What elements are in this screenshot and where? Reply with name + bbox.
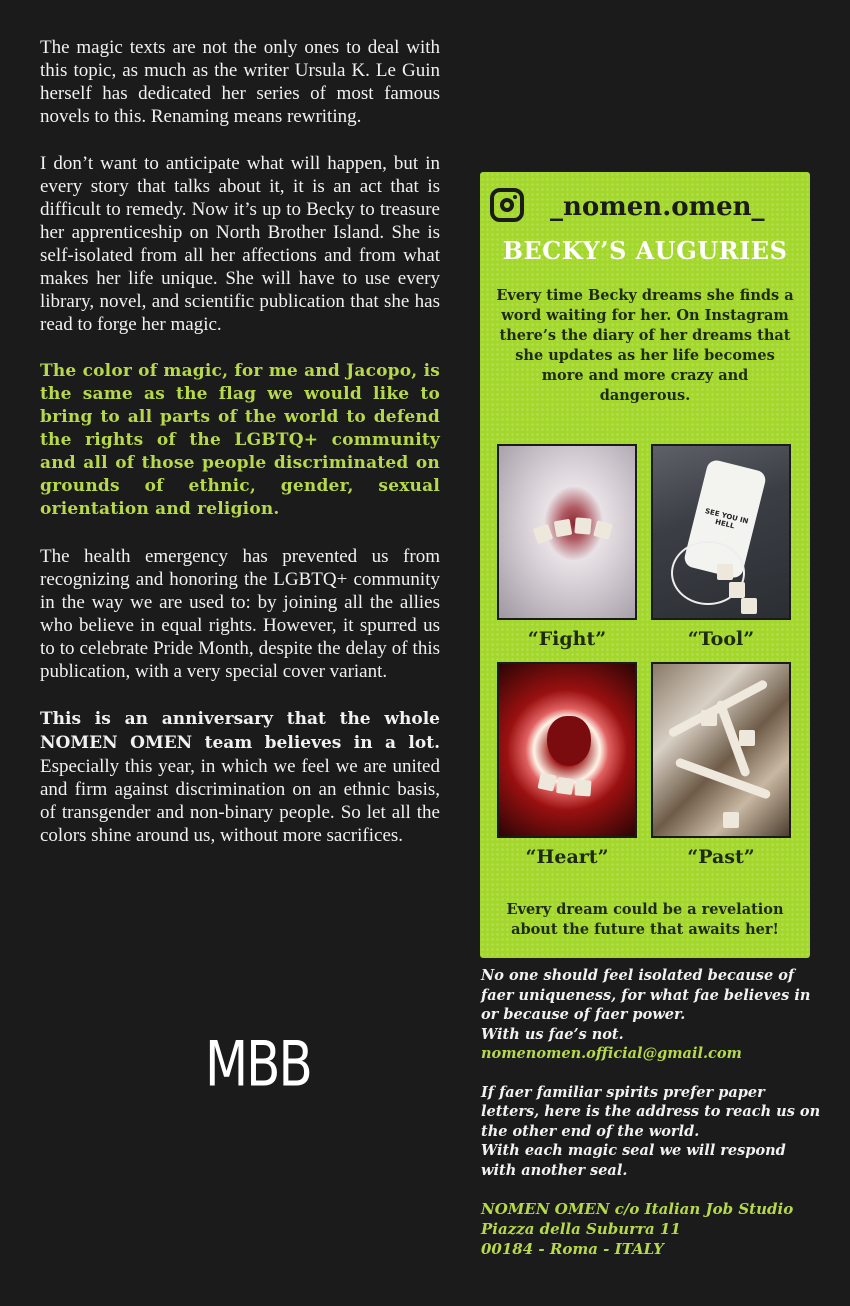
panel-title: BECKY’S AUGURIES bbox=[502, 236, 788, 265]
heart-icon bbox=[547, 716, 591, 766]
panel-footer: Every dream could be a revelation about the future that awaits her! bbox=[506, 901, 784, 938]
caption-past: “Past” bbox=[687, 846, 755, 868]
paragraph-color-of-magic: The color of magic, for me and Jacopo, is the same as the flag we would like to bring to all parts of the world to defend the rights of the LGBTQ+ community and all of those people discriminated on grounds of ethnic, gender, sexual orientation and religion. bbox=[40, 361, 440, 519]
note-with-us: With us fae’s not. bbox=[481, 1025, 624, 1043]
paragraph-becky: I don’t want to anticipate what will happen, but in every story that talks about it, it is an act that is difficult to remedy. Now it’s up to Becky to treasure her apprenticeship on North Brother Island. She is self-isolated from all her affections and from what makes her life unique. She will have to use every library, novel, and scientific publication that she has read to forge her magic. bbox=[40, 153, 440, 335]
contact-notes bbox=[481, 966, 821, 1259]
phone-sticker-text: SEE YOU IN HELL bbox=[704, 507, 750, 531]
note-magic-seal: With each magic seal we will respond with another seal. bbox=[481, 1142, 786, 1179]
caption-fight: “Fight” bbox=[527, 628, 607, 650]
desc-part-2: there’s the diary of her dreams that she updates as her life becomes more and more crazy and dangerous. bbox=[499, 327, 791, 404]
caption-tool: “Tool” bbox=[687, 628, 755, 650]
anniversary-lead: This is an anniversary that the whole NOMEN OMEN team believes in a lot. bbox=[40, 709, 440, 753]
address-line-3: 00184 - Roma - ITALY bbox=[481, 1240, 664, 1258]
photo-heart bbox=[497, 662, 637, 838]
desc-instagram: Instagram bbox=[704, 307, 789, 324]
signature: MBB bbox=[205, 1027, 311, 1101]
paragraph-renaming: The magic texts are not the only ones to deal with this topic, as much as the writer Ursula K. Le Guin herself has dedicated her series of most famous novels to this. Renaming means rewriting. bbox=[40, 37, 440, 127]
paragraph-anniversary bbox=[40, 707, 440, 847]
panel-header bbox=[490, 184, 800, 234]
photo-past bbox=[651, 662, 791, 838]
paragraph-health-emergency: The health emergency has prevented us from recognizing and honoring the LGBTQ+ community in the way we are used to: by joining all the allies who believe in equal rights. However, it spurred us to to celebrate Pride Month, despite the delay of this publication, with a very special cover variant. bbox=[40, 546, 440, 682]
address-line-1: NOMEN OMEN c/o Italian Job Studio bbox=[481, 1200, 794, 1218]
caption-heart: “Heart” bbox=[525, 846, 609, 868]
instagram-handle[interactable]: _nomen.omen_ bbox=[550, 192, 765, 222]
note-isolation: No one should feel isolated because of faer uniqueness, for what fae believes in or because of faer power. bbox=[481, 967, 811, 1023]
article-column bbox=[40, 36, 440, 871]
desc-part-1: Every time Becky dreams she finds a word waiting for her. On bbox=[496, 287, 794, 324]
anniversary-rest: Especially this year, in which we feel we are united and firm against discrimination on an ethnic basis, of transgender and non-binary people. So let all the colors shine around us, without more sacrifices. bbox=[40, 756, 440, 846]
auguries-panel bbox=[480, 172, 810, 958]
address-line-2: Piazza della Suburra 11 bbox=[481, 1220, 681, 1238]
note-paper-letters: If faer familiar spirits prefer paper letters, here is the address to reach us on the other end of the world. bbox=[481, 1083, 821, 1140]
contact-email[interactable]: nomenomen.official@gmail.com bbox=[481, 1045, 742, 1062]
photo-fight bbox=[497, 444, 637, 620]
panel-description bbox=[495, 286, 795, 406]
instagram-icon[interactable] bbox=[490, 188, 524, 222]
photo-tool bbox=[651, 444, 791, 620]
